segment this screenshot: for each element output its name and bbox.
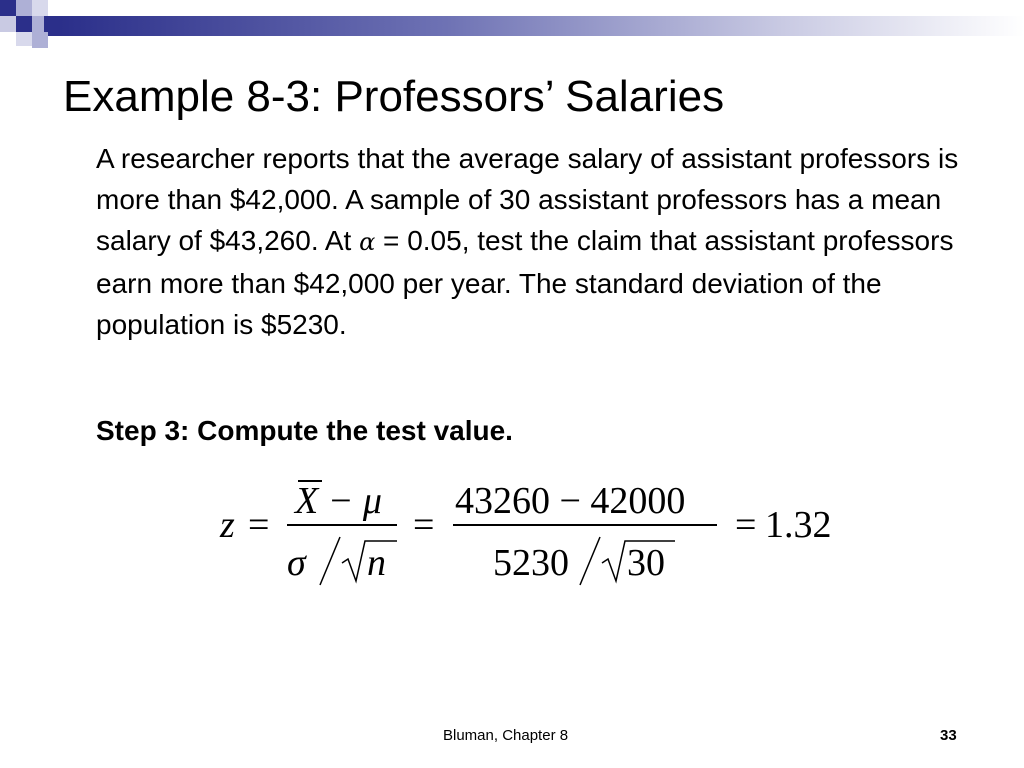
formula-z: z (220, 504, 235, 546)
deco-square (32, 0, 48, 16)
header-gradient-bar (60, 16, 1024, 36)
step-heading: Step 3: Compute the test value. (96, 415, 513, 446)
deco-square (16, 16, 32, 32)
formula-numerator-values: 43260 − 42000 (455, 480, 686, 522)
footer-source: Bluman, Chapter 8 (443, 727, 569, 744)
deco-square (0, 16, 16, 32)
formula-equals-2: = (413, 504, 435, 546)
formula-sigma: σ (287, 542, 306, 584)
formula-equals-3: = (735, 504, 757, 546)
slash-1 (320, 537, 340, 585)
deco-square (0, 0, 16, 16)
problem-text-part1: A researcher reports that the average salary of assistant professors is more than $42,000. A sample of 30 assistant professors has a mean salary of $43,260. At (96, 143, 959, 256)
formula-denominator-value-b: 30 (627, 542, 665, 584)
z-test-formula (215, 475, 865, 595)
page-number: 33 (940, 727, 957, 744)
deco-square (16, 0, 32, 16)
slide-title: Example 8-3: Professors’ Salaries (63, 72, 725, 121)
formula-equals-1: = (248, 504, 270, 546)
formula-numerator-symbolic: X − μ (295, 480, 382, 522)
formula-denominator-value-a: 5230 (493, 542, 569, 584)
problem-statement (96, 138, 996, 345)
header-decoration (0, 0, 1024, 50)
slash-2 (580, 537, 600, 585)
formula-n: n (367, 542, 386, 584)
problem-text-part2: = 0.05, test the claim that assistant professors earn more than $42,000 per year. The standard deviation of the population is $5230. (96, 225, 954, 340)
formula-result: 1.32 (765, 504, 832, 546)
alpha-symbol: α (359, 228, 376, 256)
deco-square (32, 32, 48, 48)
deco-square (16, 32, 32, 46)
